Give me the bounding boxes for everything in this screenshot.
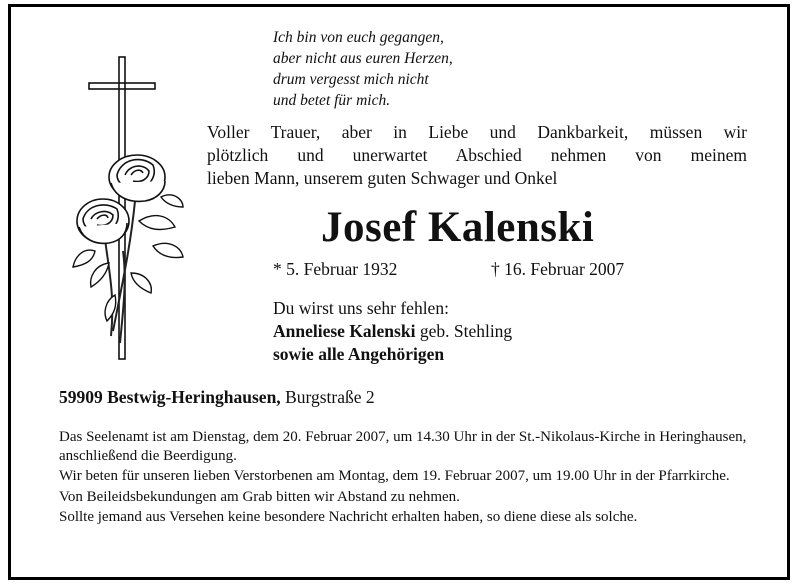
intro-line: lieben Mann, unserem guten Schwager und Onkel: [207, 168, 558, 188]
intro-line: Voller Trauer, aber in Liebe und Dankbarkeit, müssen wir: [207, 122, 747, 142]
miss-line: Du wirst uns sehr fehlen:: [273, 298, 449, 318]
mourners-rest-text: sowie alle Angehörigen: [273, 344, 445, 364]
poem-line: aber nicht aus euren Herzen,: [273, 50, 453, 67]
detail-paragraph: Sollte jemand aus Versehen keine besondere Nachricht erhalten haben, so diene diese als solche.: [59, 509, 638, 525]
mourner-name: Anneliese Kalenski: [273, 321, 416, 341]
mourners-rest: [273, 343, 512, 366]
death-date: † 16. Februar 2007: [491, 259, 625, 279]
intro-line: plötzlich und unerwartet Abschied nehmen von meinem: [207, 145, 747, 165]
poem-verse: [273, 27, 453, 111]
deceased-name: Josef Kalenski: [321, 204, 595, 251]
cross-with-roses-emblem: [65, 51, 195, 367]
poem-line: Ich bin von euch gegangen,: [273, 29, 444, 46]
life-dates: [273, 259, 625, 280]
address-street: Burgstraße 2: [280, 387, 375, 407]
obituary-notice: [8, 4, 790, 580]
mourner-line: [273, 320, 512, 343]
detail-paragraph: Wir beten für unseren lieben Verstorbenen am Montag, dem 19. Februar 2007, um 19.00 Uhr in der Pfarrkirche.: [59, 468, 730, 484]
poem-line: und betet für mich.: [273, 92, 391, 109]
poem-line: drum vergesst mich nicht: [273, 71, 429, 88]
address-city: 59909 Bestwig-Heringhausen,: [59, 387, 281, 407]
rose-icon: [109, 155, 165, 201]
address-line: [59, 387, 375, 408]
mourner-maiden-name: geb. Stehling: [415, 321, 513, 341]
detail-paragraph: Von Beileidsbekundungen am Grab bitten wir Abstand zu nehmen.: [59, 488, 460, 505]
detail-paragraph: Das Seelenamt ist am Dienstag, dem 20. Februar 2007, um 14.30 Uhr in der St.-Nikolaus-Kirche in Heringhausen, anschließend die Beerdigung.: [59, 429, 747, 464]
birth-date: * 5. Februar 1932: [273, 259, 398, 279]
service-details: [59, 428, 749, 529]
intro-text: [207, 121, 747, 190]
mourners-block: [273, 297, 512, 366]
rose-icon: [77, 199, 129, 243]
